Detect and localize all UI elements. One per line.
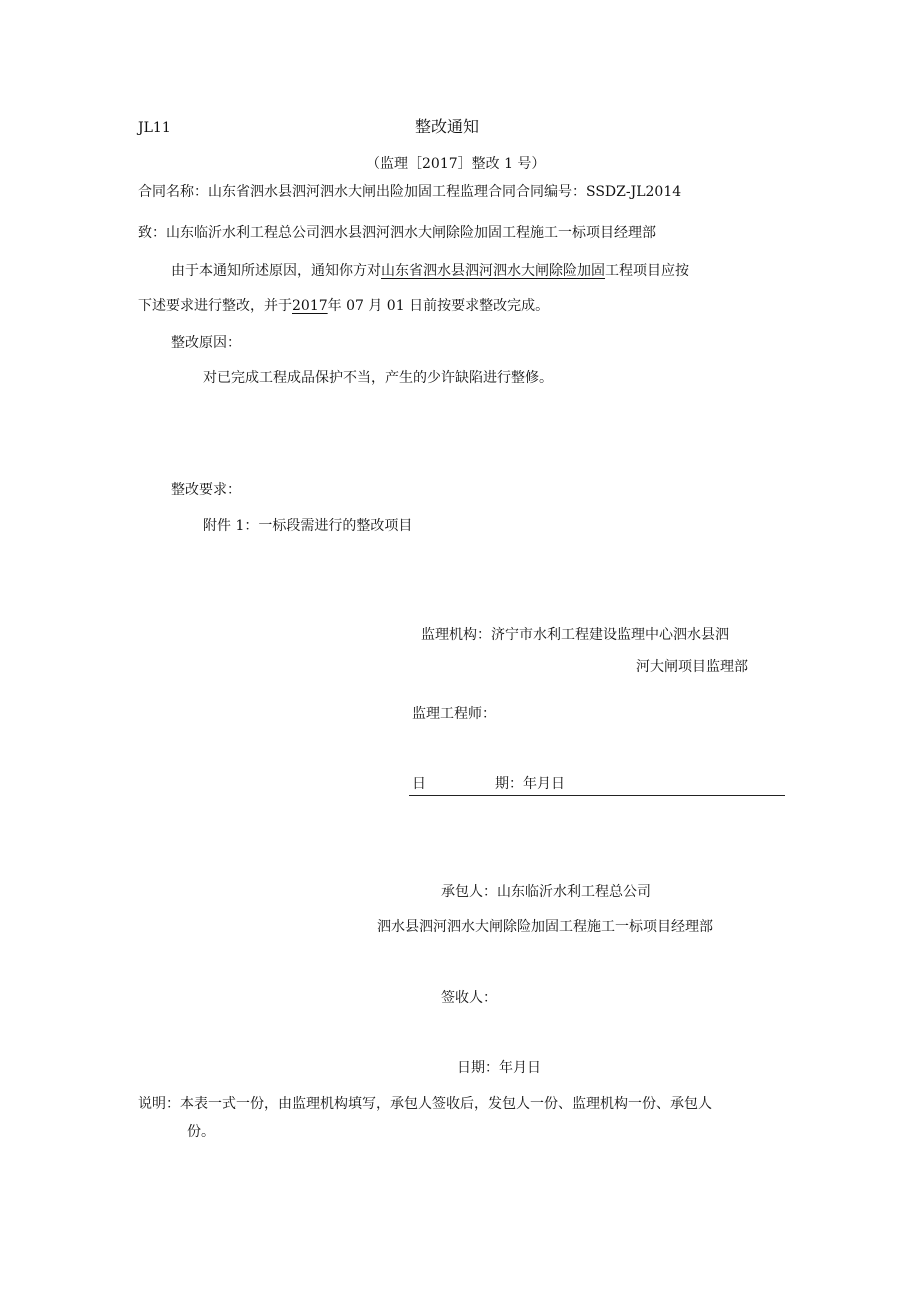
contract-line: 合同名称：山东省泗水县泗河泗水大闸出险加固工程监理合同合同编号：SSDZ-JL2014 (138, 184, 682, 200)
reason-text: 对已完成工程成品保护不当，产生的少许缺陷进行整修。 (203, 370, 553, 386)
recipient-line: 致：山东临沂水利工程总公司泗水县泗河泗水大闸除险加固工程施工一标项目经理部 (138, 225, 656, 241)
body-text: 下述要求进行整改，并于 (138, 298, 292, 314)
body-text: 由于本通知所述原因，通知你方对 (171, 263, 381, 279)
reason-label: 整改原因： (171, 335, 241, 351)
deadline-year-underlined: 2017 (292, 298, 328, 314)
page-title: 整改通知 (415, 117, 480, 136)
supervisor-org-line2: 河大闸项目监理部 (636, 659, 748, 675)
signer-label: 签收人： (441, 990, 497, 1006)
body-paragraph-line1 (171, 262, 689, 280)
engineer-label: 监理工程师： (412, 706, 496, 722)
requirement-label: 整改要求： (171, 482, 241, 498)
note-line1: 说明：本表一式一份，由监理机构填写，承包人签收后，发包人一份、监理机构一份、承包人 (138, 1096, 712, 1112)
contractor-line2: 泗水县泗河泗水大闸除险加固工程施工一标项目经理部 (377, 919, 713, 935)
supervisor-org-line1: 监理机构：济宁市水利工程建设监理中心泗水县泗 (421, 627, 729, 643)
requirement-text: 附件 1：一标段需进行的整改项目 (203, 518, 413, 534)
supervisor-date-label: 期：年月日 (495, 776, 565, 792)
supervisor-date-rule (409, 795, 785, 796)
body-text: 工程项目应按 (605, 263, 689, 279)
document-number: （监理［2017］整改 1 号） (366, 156, 546, 172)
note-line2: 份。 (187, 1124, 215, 1140)
supervisor-date-char: 日 (412, 776, 426, 792)
body-text: 年 07 月 01 日前按要求整改完成。 (327, 298, 550, 314)
project-name-underlined: 山东省泗水县泗河泗水大闸除险加固 (381, 263, 605, 279)
contractor-date-label: 日期：年月日 (457, 1060, 541, 1076)
contractor-line1: 承包人：山东临沂水利工程总公司 (441, 884, 651, 900)
form-code: JL11 (138, 120, 171, 136)
body-paragraph-line2 (138, 297, 549, 315)
